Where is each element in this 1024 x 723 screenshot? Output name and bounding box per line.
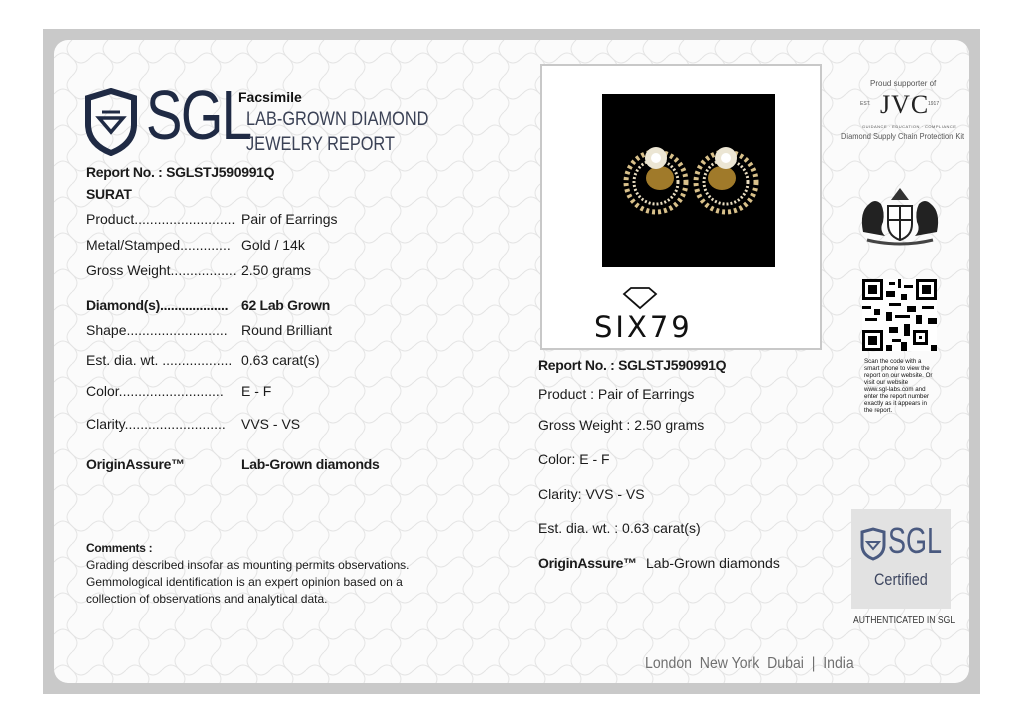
qr-code[interactable] xyxy=(862,279,937,351)
office-locations: London New York Dubai | India xyxy=(645,655,854,672)
summary-clarity: Clarity: VVS - VS xyxy=(538,486,645,502)
field-label: Metal/Stamped............. xyxy=(86,237,231,253)
certified-label: Certified xyxy=(874,570,928,589)
summary-gross-weight: Gross Weight : 2.50 grams xyxy=(538,417,705,433)
field-label: Product.......................... xyxy=(86,211,236,227)
comments-line: Grading described insofar as mounting permits observations. xyxy=(86,558,410,572)
summary-est-weight: Est. dia. wt. : 0.63 carat(s) xyxy=(538,520,701,536)
field-label: Shape.......................... xyxy=(86,322,228,338)
jvc-est: EST. xyxy=(860,101,871,107)
report-number: Report No. : SGLSTJ590991Q xyxy=(86,164,275,180)
summary-color: Color: E - F xyxy=(538,451,610,467)
brand-logo-text: SGL xyxy=(146,76,251,154)
comments-line: collection of observations and analytical data. xyxy=(86,592,328,606)
location: SURAT xyxy=(86,186,132,202)
field-value: Lab-Grown diamonds xyxy=(241,456,380,472)
field-value: Pair of Earrings xyxy=(241,211,338,227)
summary-origin-label: OriginAssure™ xyxy=(538,555,637,571)
field-clarity xyxy=(86,416,301,432)
facsimile-label: Facsimile xyxy=(238,89,302,105)
coat-of-arms-icon xyxy=(855,182,945,248)
comments xyxy=(86,540,416,608)
field-label: Est. dia. wt. .................. xyxy=(86,352,233,368)
field-metal xyxy=(86,237,305,253)
brand-mark: SIX79 xyxy=(594,310,693,344)
field-product xyxy=(86,211,338,227)
field-diamonds xyxy=(86,297,330,313)
report-title xyxy=(246,107,428,157)
comments-line: Gemmological identification is an expert opinion based on a xyxy=(86,575,403,589)
summary-product: Product : Pair of Earrings xyxy=(538,386,695,402)
product-photo xyxy=(602,94,775,267)
comments-title: Comments : xyxy=(86,541,153,555)
sgl-shield-icon xyxy=(80,88,142,156)
certified-brand: SGL xyxy=(888,520,943,561)
summary-origin-value: Lab-Grown diamonds xyxy=(646,555,780,571)
field-value: 62 Lab Grown xyxy=(241,297,330,313)
field-shape xyxy=(86,322,333,338)
earrings-image xyxy=(602,94,775,267)
field-label: Clarity.......................... xyxy=(86,416,226,432)
field-color xyxy=(86,383,272,399)
field-value: VVS - VS xyxy=(241,416,301,432)
field-value: Round Brilliant xyxy=(241,322,333,338)
field-label: Diamond(s)................... xyxy=(86,297,229,313)
field-value: E - F xyxy=(241,383,272,399)
field-gross-weight xyxy=(86,262,312,278)
qr-instructions: Scan the code with a smart phone to view the report on our website. Or visit our website www.sgl-labs.com and enter the report number exactly as it appears in the report. xyxy=(864,358,933,414)
sgl-certified-shield-icon xyxy=(858,527,888,561)
field-est-weight xyxy=(86,352,320,368)
jvc-tagline: GUIDANCE · EDUCATION · COMPLIANCE xyxy=(862,124,957,129)
field-value: 2.50 grams xyxy=(241,262,312,278)
field-origin-assure xyxy=(86,456,380,472)
field-label: OriginAssure™ xyxy=(86,456,185,472)
diamond-icon xyxy=(622,286,658,310)
field-label: Color........................... xyxy=(86,383,224,399)
field-label: Gross Weight................. xyxy=(86,262,237,278)
report-title-line2: JEWELRY REPORT xyxy=(246,134,395,155)
jvc-logo: JVC xyxy=(880,90,930,119)
field-value: Gold / 14k xyxy=(241,237,305,253)
jvc-supporter-label: Proud supporter of xyxy=(870,79,937,88)
field-value: 0.63 carat(s) xyxy=(241,352,320,368)
summary-report-number: Report No. : SGLSTJ590991Q xyxy=(538,357,727,373)
jvc-kit-label: Diamond Supply Chain Protection Kit xyxy=(841,131,965,141)
jvc-year: 1917 xyxy=(928,101,940,107)
report-title-line1: LAB-GROWN DIAMOND xyxy=(246,109,429,130)
authenticated-label: AUTHENTICATED IN SGL xyxy=(853,615,956,626)
